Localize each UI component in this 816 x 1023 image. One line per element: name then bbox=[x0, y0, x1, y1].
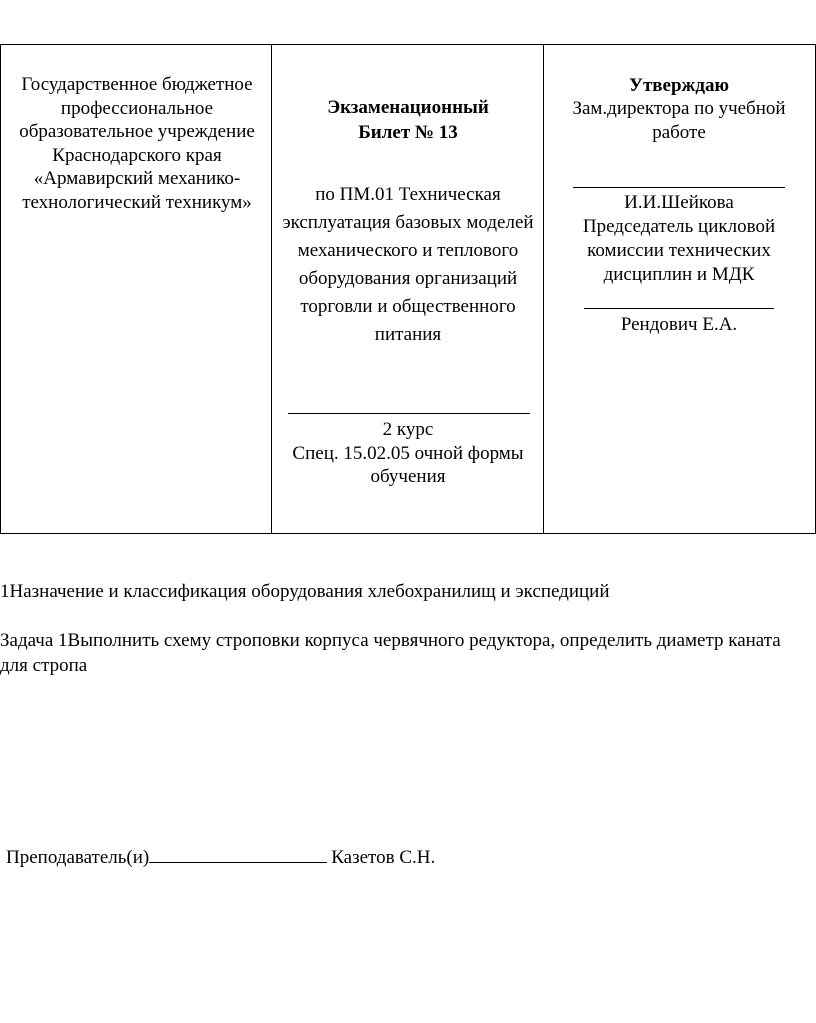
subject-divider-line bbox=[288, 413, 530, 414]
course-info bbox=[276, 418, 540, 489]
teacher-name: Казетов С.Н. bbox=[331, 847, 436, 868]
ticket-subject: по ПМ.01 Техническая эксплуатация базовых моделей механического и теплового оборудования организаций торговли и общественного питания bbox=[282, 184, 534, 345]
question-1: 1Назначение и классификация оборудования хлебохранилищ и экспедиций bbox=[0, 581, 610, 602]
ticket-title bbox=[276, 95, 540, 145]
ticket-title-line1: Экзаменационный bbox=[327, 97, 489, 118]
chair-signature-line bbox=[584, 308, 774, 309]
teacher-label: Преподаватель(и) bbox=[6, 847, 150, 868]
task-1: Задача 1Выполнить схему строповки корпуса червячного редуктора, определить диаметр каната для стропа bbox=[0, 630, 781, 676]
table-divider-2 bbox=[543, 44, 544, 534]
commission-chair-title: Председатель цикловой комиссии технических дисциплин и МДК bbox=[582, 216, 776, 285]
institution-name: Государственное бюджетное профессиональное образовательное учреждение Краснодарского края «Армавирский механико-технологический техникум» bbox=[19, 74, 255, 213]
table-left-border bbox=[0, 44, 1, 534]
deputy-signature-line bbox=[573, 187, 785, 188]
ticket-number: Билет № 13 bbox=[358, 122, 458, 143]
teacher-signature-line bbox=[149, 844, 327, 863]
deputy-director-name: И.И.Шейкова bbox=[624, 192, 734, 213]
table-divider-1 bbox=[271, 44, 272, 534]
teacher-signature bbox=[6, 844, 435, 869]
deputy-director-title: Зам.директора по учебной работе bbox=[572, 98, 786, 143]
course-year: 2 курс bbox=[382, 419, 434, 440]
specialty-info: Спец. 15.02.05 очной формы обучения bbox=[292, 442, 524, 487]
commission-chair-name: Рендович Е.А. bbox=[620, 314, 738, 335]
approval-heading: Утверждаю bbox=[629, 75, 729, 96]
